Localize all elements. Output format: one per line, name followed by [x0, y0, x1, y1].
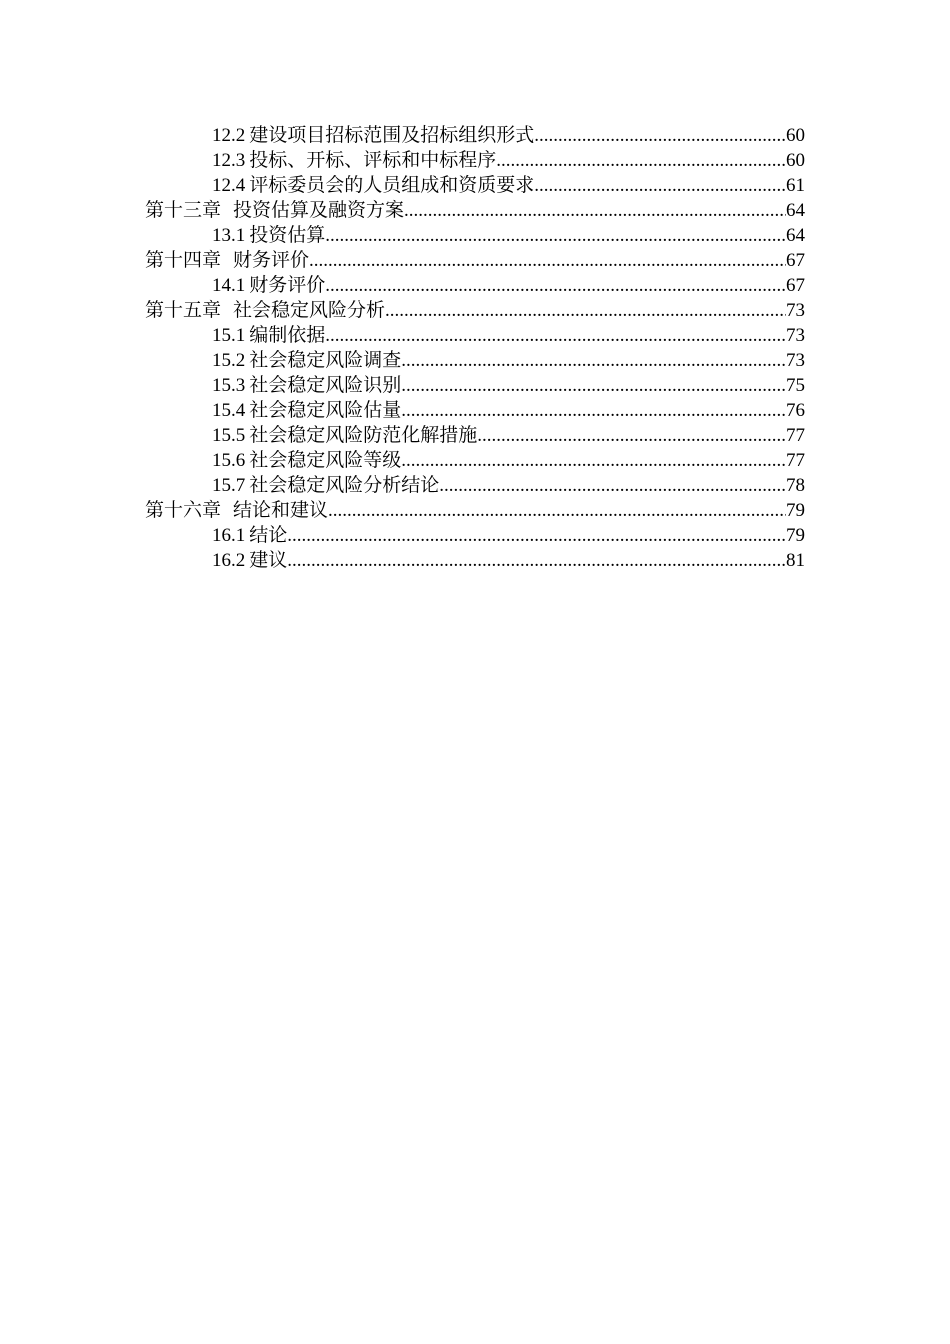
toc-entry-text: 社会稳定风险估量	[249, 400, 402, 421]
toc-page-number: 67	[786, 275, 805, 296]
toc-entry-title	[212, 223, 325, 248]
toc-section-row[interactable]	[145, 398, 805, 423]
toc-leader-dots	[325, 273, 786, 298]
toc-entry-number: 15.6	[212, 450, 246, 471]
toc-section-row[interactable]	[145, 148, 805, 173]
toc-entry-title	[212, 273, 325, 298]
toc-entry-title	[145, 298, 385, 323]
toc-entry-number: 12.3	[212, 150, 246, 171]
toc-leader-dots	[496, 148, 786, 173]
toc-section-row[interactable]	[145, 448, 805, 473]
toc-entry-title	[145, 198, 404, 223]
toc-leader-dots	[401, 373, 786, 398]
toc-section-row[interactable]	[145, 473, 805, 498]
toc-entry-title	[212, 173, 534, 198]
toc-page-number: 60	[786, 150, 805, 171]
toc-page-number: 73	[786, 325, 805, 346]
toc-entry-text: 投资估算及融资方案	[233, 200, 405, 221]
table-of-contents	[145, 123, 805, 573]
toc-leader-dots	[401, 448, 786, 473]
toc-entry-title	[212, 373, 401, 398]
toc-entry-number: 第十五章	[145, 300, 222, 321]
toc-entry-number: 15.1	[212, 325, 246, 346]
toc-leader-dots	[477, 423, 786, 448]
toc-entry-title	[212, 148, 496, 173]
toc-entry-text: 财务评价	[233, 250, 310, 271]
toc-entry-title	[212, 473, 439, 498]
toc-leader-dots	[309, 248, 786, 273]
toc-leader-dots	[401, 348, 786, 373]
toc-entry-title	[145, 498, 328, 523]
toc-page-number: 79	[786, 500, 805, 521]
toc-leader-dots	[534, 173, 786, 198]
toc-page-number: 67	[786, 250, 805, 271]
toc-leader-dots	[328, 498, 786, 523]
toc-page-number: 73	[786, 350, 805, 371]
toc-page-number: 79	[786, 525, 805, 546]
toc-entry-number: 15.4	[212, 400, 246, 421]
toc-page-number: 64	[786, 225, 805, 246]
toc-section-row[interactable]	[145, 548, 805, 573]
toc-entry-number: 第十三章	[145, 200, 222, 221]
toc-entry-title	[212, 348, 401, 373]
toc-entry-text: 建议	[249, 550, 288, 571]
toc-entry-text: 社会稳定风险调查	[249, 350, 402, 371]
toc-page-number: 64	[786, 200, 805, 221]
toc-page-number: 77	[786, 425, 805, 446]
toc-page-number: 61	[786, 175, 805, 196]
toc-page-number: 75	[786, 375, 805, 396]
toc-entry-number: 16.2	[212, 550, 246, 571]
toc-section-row[interactable]	[145, 348, 805, 373]
toc-page-number: 73	[786, 300, 805, 321]
toc-page-number: 81	[786, 550, 805, 571]
toc-section-row[interactable]	[145, 173, 805, 198]
toc-entry-text: 社会稳定风险分析	[233, 300, 386, 321]
toc-leader-dots	[439, 473, 786, 498]
toc-entry-text: 财务评价	[249, 275, 326, 296]
toc-leader-dots	[287, 548, 786, 573]
toc-entry-number: 12.4	[212, 175, 246, 196]
toc-entry-text: 社会稳定风险等级	[249, 450, 402, 471]
toc-entry-text: 社会稳定风险防范化解措施	[249, 425, 478, 446]
toc-section-row[interactable]	[145, 273, 805, 298]
toc-entry-text: 结论和建议	[233, 500, 329, 521]
toc-entry-title	[212, 123, 534, 148]
toc-entry-number: 第十六章	[145, 500, 222, 521]
toc-entry-title	[212, 548, 287, 573]
toc-leader-dots	[401, 398, 786, 423]
toc-leader-dots	[325, 323, 786, 348]
toc-chapter-row[interactable]	[145, 248, 805, 273]
toc-entry-number: 15.7	[212, 475, 246, 496]
toc-page-number: 78	[786, 475, 805, 496]
toc-section-row[interactable]	[145, 123, 805, 148]
toc-entry-text: 建设项目招标范围及招标组织形式	[249, 125, 535, 146]
toc-section-row[interactable]	[145, 523, 805, 548]
toc-entry-text: 投标、开标、评标和中标程序	[249, 150, 497, 171]
toc-leader-dots	[287, 523, 786, 548]
toc-entry-number: 15.5	[212, 425, 246, 446]
toc-entry-number: 15.2	[212, 350, 246, 371]
toc-entry-text: 社会稳定风险分析结论	[249, 475, 440, 496]
toc-entry-text: 结论	[249, 525, 288, 546]
toc-entry-number: 16.1	[212, 525, 246, 546]
toc-entry-number: 14.1	[212, 275, 246, 296]
toc-entry-title	[212, 323, 325, 348]
toc-entry-number: 15.3	[212, 375, 246, 396]
toc-chapter-row[interactable]	[145, 298, 805, 323]
toc-section-row[interactable]	[145, 423, 805, 448]
toc-entry-text: 编制依据	[249, 325, 326, 346]
toc-section-row[interactable]	[145, 223, 805, 248]
toc-page-number: 60	[786, 125, 805, 146]
toc-entry-title	[212, 423, 477, 448]
toc-section-row[interactable]	[145, 373, 805, 398]
toc-entry-number: 13.1	[212, 225, 246, 246]
toc-leader-dots	[534, 123, 786, 148]
toc-entry-title	[212, 448, 401, 473]
toc-leader-dots	[325, 223, 786, 248]
toc-entry-text: 评标委员会的人员组成和资质要求	[249, 175, 535, 196]
toc-chapter-row[interactable]	[145, 198, 805, 223]
toc-section-row[interactable]	[145, 323, 805, 348]
toc-leader-dots	[404, 198, 786, 223]
toc-leader-dots	[385, 298, 786, 323]
toc-page-number: 77	[786, 450, 805, 471]
toc-entry-title	[145, 248, 309, 273]
toc-entry-text: 社会稳定风险识别	[249, 375, 402, 396]
toc-chapter-row[interactable]	[145, 498, 805, 523]
toc-entry-title	[212, 523, 287, 548]
toc-entry-number: 第十四章	[145, 250, 222, 271]
toc-entry-title	[212, 398, 401, 423]
toc-page-number: 76	[786, 400, 805, 421]
toc-entry-number: 12.2	[212, 125, 246, 146]
toc-entry-text: 投资估算	[249, 225, 326, 246]
